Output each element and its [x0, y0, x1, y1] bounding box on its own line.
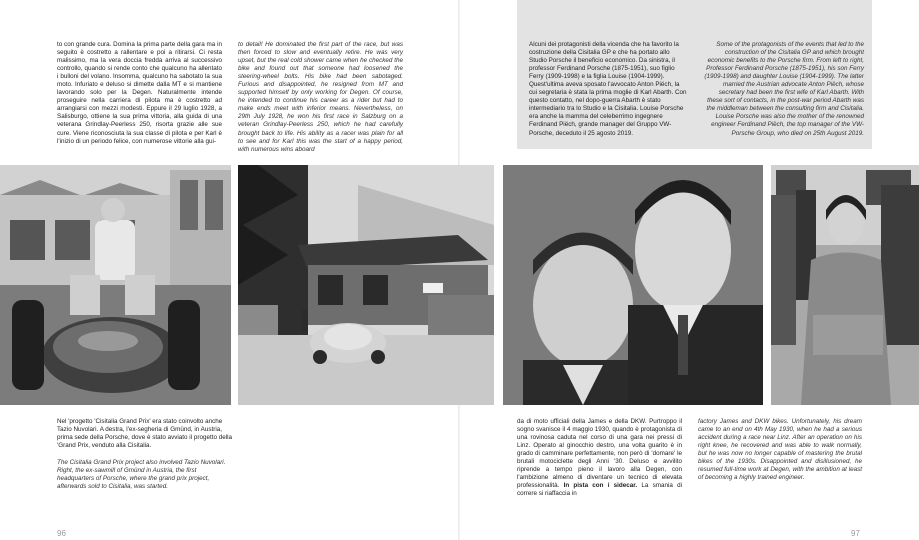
body-text-english-bottom: factory James and DKW bikes. Unfortunately, his dream came to an end on 4th May 1930, when he had a serious accident during a race near Linz. After an operation on his right knee, he recovered and was able to walk normally, but he was now no longer capable of mastering the brutal bikes of the 1930s. Disappointed and disillusioned, he resumed full-time work at Degen, with the ambition at least of becoming a highly trained engineer.: [698, 418, 862, 482]
photo-nuvolari-cisitalia: [0, 165, 231, 405]
body-text-italian-tail: La smania di correre si riaffaccia in: [517, 482, 682, 498]
body-text-italian-bottom: [517, 418, 682, 498]
body-text-english-top: to detail! He dominated the first part of the race, but was then forced to slow and eventually retire. He was very upset, but the real cold shower came when he checked the bike and found out that someone had loosened the steering-wheel bolts. His bike had been sabotaged. Furious and disappointed, he resigned from MT and supported himself by only working for Degen. Of course, he intended to continue his career as a rider but had to make ends meet with inferior means. Nevertheless, on 29th July 1928, he won his first race in Salzburg on a veteran Grindlay-Peerless 250, which he had carefully brought back to life. His ability as a racer was plain for all to see and for Karl this was the start of a happy period, with numerous wins aboard: [238, 41, 403, 153]
page-number-left: 96: [57, 529, 66, 538]
page-number-right: 97: [851, 529, 860, 538]
caption-english: The Cisitalia Grand Prix project also involved Tazio Nuvolari. Right, the ex-sawmill of Gmünd in Austria, the first headquarters of Porsche, where the grand prix project, afterwards sold to Cisitalia, was started.: [57, 459, 226, 491]
photo-louise-porsche: [771, 165, 919, 405]
caption-box-italian: Alcuni dei protagonisti della vicenda che ha favorito la costruzione della Cisitalia GP e che ha portato allo Studio Porsche il beneficio economico. Da sinistra, il professor Ferdinand Porsche (1875-1951), suo figlio Ferry (1909-1998) e la figlia Louise (1904-1999). Quest'ultima aveva sposato l'avvocato Anton Piëch, la cui segretaria è stata la prima moglie di Karl Abarth. Con questo contatto, nel dopo-guerra Abarth è stato intermediario tra lo Studio e la Cisitalia. Louise Porsche era anche la mamma del celeberrimo ingegnere Ferdinand Piëch, grande manager del Gruppo VW-Porsche, deceduto il 25 agosto 2019.: [529, 41, 687, 137]
photo-ferdinand-ferry-porsche: [503, 165, 763, 405]
body-text-italian-main: da di moto ufficiali della James e della DKW. Purtroppo il sogno svanisce il 4 maggio 1930, quando è protagonista di una rovinosa caduta nel corso di una gara nei pressi di Linz. Operato al ginocchio destro, una volta guarito è in grado di camminare perfettamente, non però di 'domare' le brutali motociclette degli Anni '30. Deluso e avvilito riprende a tempo pieno il lavoro alla Degen, con l'ambizione almeno di diventare un tecnico di elevata professionalità.: [517, 418, 682, 490]
caption-box-english: Some of the protagonists of the events that led to the construction of the Cisitalia GP and which brought economic benefits to the Porsche firm. From left to right, Professor Ferdinand Porsche (1875-1951), his son Ferry (1909-1998) and daughter Louise (1904-1999). The latter married the Austrian advocate Anton Piëch, whose secretary had been the first wife of Karl Abarth. With these sort of contacts, in the post-war period Abarth was the middleman between the consulting firm and Cisitalia. Louise Porsche was also the mother of the renowned engineer Ferdinand Piëch, the top manager of the VW-Porsche Group, who died on 25th August 2019.: [704, 41, 864, 137]
caption-italian: Nel 'progetto 'Cisitalia Grand Prix' era stato coinvolto anche Tazio Nuvolari. A destra, l'ex-segheria di Gmünd, in Austria, prima sede della Porsche, dove è stato avviato il progetto della 'Grand Prix, venduto alla Cisitalia.: [57, 418, 233, 450]
body-text-italian-top: to con grande cura. Domina la prima parte della gara ma in seguito è costretto a rallentare e poi a ritirarsi. Ci resta malissimo, ma la vera doccia fredda arriva al successivo controllo, quando si rende conto che qualcuno ha allentato i bulloni del volano. Insomma, qualcuno ha sabotato la sua moto. Infuriato e deluso si dimette dalla MT e si mantiene lavorando solo per la Degen. Naturalmente intende proseguire nella carriera di pilota ma è costretto ad arrangiarsi con mezzi modesti. Eppure il 29 luglio 1928, a Salisburgo, ottiene la sua prima vittoria, alla guida di una veterana Grindlay-Peerless 250, risorta grazie alle sue cure. Viene riconosciuta la sua classe di pilota e per Karl è l'inizio di un periodo felice, con numerose vittorie alla gui-: [57, 41, 222, 145]
section-subheading: In pista con i sidecar.: [563, 482, 638, 490]
photo-gmund-sawmill: [238, 165, 494, 405]
